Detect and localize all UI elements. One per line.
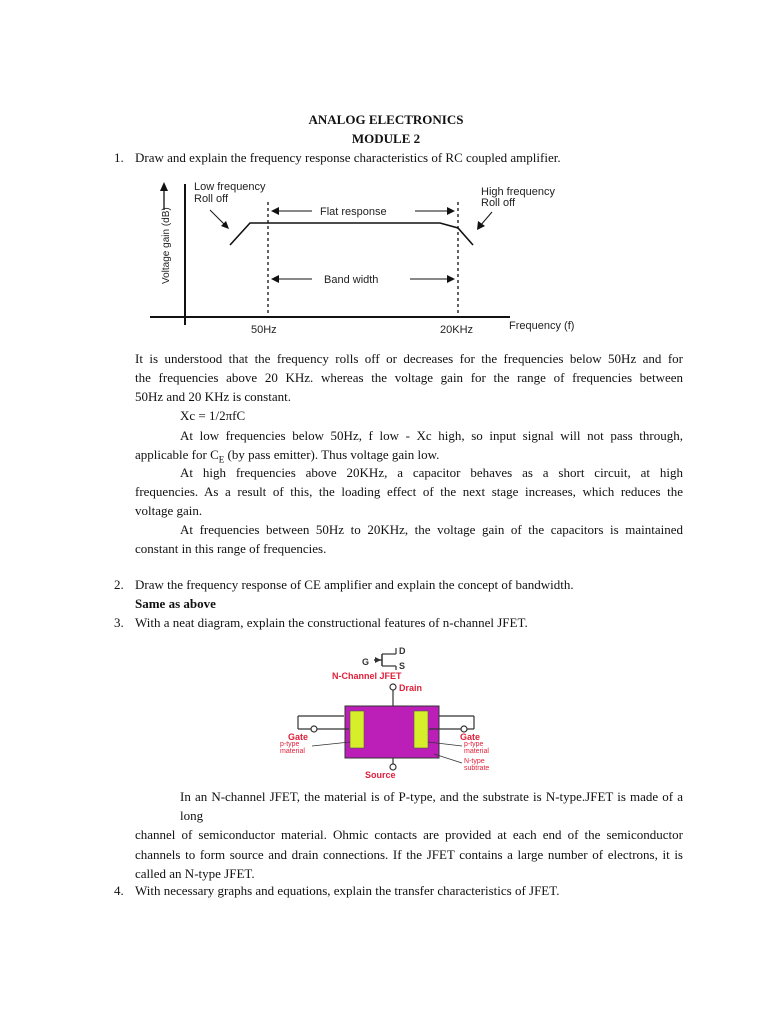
paragraph-4 (135, 520, 683, 558)
paragraph-4-line-2: constant in this range of frequencies. (135, 541, 327, 557)
paragraph-jfet-line-1: In an N-channel JFET, the material is of P-type, and the substrate is N-type.JFET is made of a long (180, 789, 683, 824)
frequency-response-diagram (150, 172, 600, 340)
question-3-text: With a neat diagram, explain the constructional features of n-channel JFET. (135, 615, 528, 630)
symbol-d-label: D (399, 646, 406, 656)
y-label-arrowhead (160, 182, 168, 191)
drain-terminal (390, 684, 396, 690)
gate-left-terminal (311, 726, 317, 732)
paragraph-1-line-3: 50Hz and 20 KHz is constant. (135, 389, 291, 405)
paragraph-1 (135, 349, 683, 407)
response-curve (230, 223, 473, 245)
ptype-right-label-1: p-type (464, 741, 484, 748)
paragraph-2-line-2-end: (by pass emitter). Thus voltage gain low. (224, 447, 440, 463)
y-axis-label: Voltage gain (dB) (161, 207, 172, 284)
high-rolloff-label-1: High frequency (481, 186, 555, 198)
bandwidth-label: Band width (324, 274, 379, 286)
symbol-s-label: S (399, 661, 406, 671)
flat-response-label: Flat response (320, 206, 387, 218)
module-heading: MODULE 2 (351, 131, 421, 146)
paragraph-3 (135, 463, 683, 521)
question-number-2: 2. (114, 577, 124, 592)
source-label: Source (365, 770, 396, 780)
ntype-label-2: subtrate (464, 765, 490, 772)
x-axis-label: Frequency (f) (509, 320, 575, 332)
tick-50hz: 50Hz (251, 324, 277, 336)
question-number-4: 4. (114, 883, 124, 898)
paragraph-3-line-3: voltage gain. (135, 503, 203, 519)
paragraph-3-line-2: frequencies. As a result of this, the loading effect of the next stage increases, which reduces the (135, 484, 683, 500)
question-2-answer: Same as above (135, 596, 216, 611)
jfet-diagram (278, 640, 510, 780)
low-rolloff-label-1: Low frequency (194, 181, 266, 193)
paragraph-2-line-2-start: applicable for C (135, 447, 219, 463)
ptype-left-label-1: p-type (280, 741, 300, 748)
paragraph-jfet-line-3: channels to form source and drain connections. If the JFET contains a large number of electrons, it is (135, 846, 683, 862)
paragraph-jfet (135, 787, 683, 883)
paragraph-1-line-2: the frequencies above 20 KHz. whereas the voltage gain for the range of frequencies between (135, 370, 683, 386)
capacitive-reactance-formula: Xc = 1/2πfC (180, 408, 246, 423)
paragraph-1-line-1: It is understood that the frequency rolls off or decreases for the frequencies below 50Hz and for (135, 351, 683, 366)
gate-left-label: Gate (288, 732, 309, 742)
p-region-right (414, 711, 428, 748)
gate-right-label: Gate (460, 732, 481, 742)
jfet-title: N-Channel JFET (332, 671, 402, 681)
paragraph-jfet-line-2: channel of semiconductor material. Ohmic contacts are provided at each end of the semiconductor (135, 827, 683, 843)
question-number-1: 1. (114, 150, 124, 165)
high-rolloff-label-2: Roll off (481, 197, 516, 209)
question-4-text: With necessary graphs and equations, explain the transfer characteristics of JFET. (135, 883, 560, 898)
paragraph-2-line-1: At low frequencies below 50Hz, f low - Xc high, so input signal will not pass through, (180, 428, 683, 443)
question-number-3: 3. (114, 615, 124, 630)
ntype-label-1: N-type (464, 758, 485, 765)
emitter-subscript: E (218, 454, 225, 465)
p-region-left (350, 711, 364, 748)
low-rolloff-label-2: Roll off (194, 193, 229, 205)
drain-label: Drain (399, 683, 423, 693)
tick-20khz: 20KHz (440, 324, 474, 336)
question-1-text: Draw and explain the frequency response characteristics of RC coupled amplifier. (135, 150, 561, 165)
paragraph-3-line-1: At high frequencies above 20KHz, a capacitor behaves as a short circuit, at high (180, 465, 683, 480)
document-title: ANALOG ELECTRONICS (308, 112, 464, 127)
symbol-g-label: G (362, 657, 370, 667)
question-2-text: Draw the frequency response of CE amplifier and explain the concept of bandwidth. (135, 577, 574, 592)
ptype-left-label-2: material (280, 748, 305, 755)
paragraph-jfet-line-4: called an N-type JFET. (135, 865, 255, 881)
ptype-right-label-2: material (464, 748, 489, 755)
paragraph-4-line-1: At frequencies between 50Hz to 20KHz, the voltage gain of the capacitors is maintained (180, 522, 683, 537)
